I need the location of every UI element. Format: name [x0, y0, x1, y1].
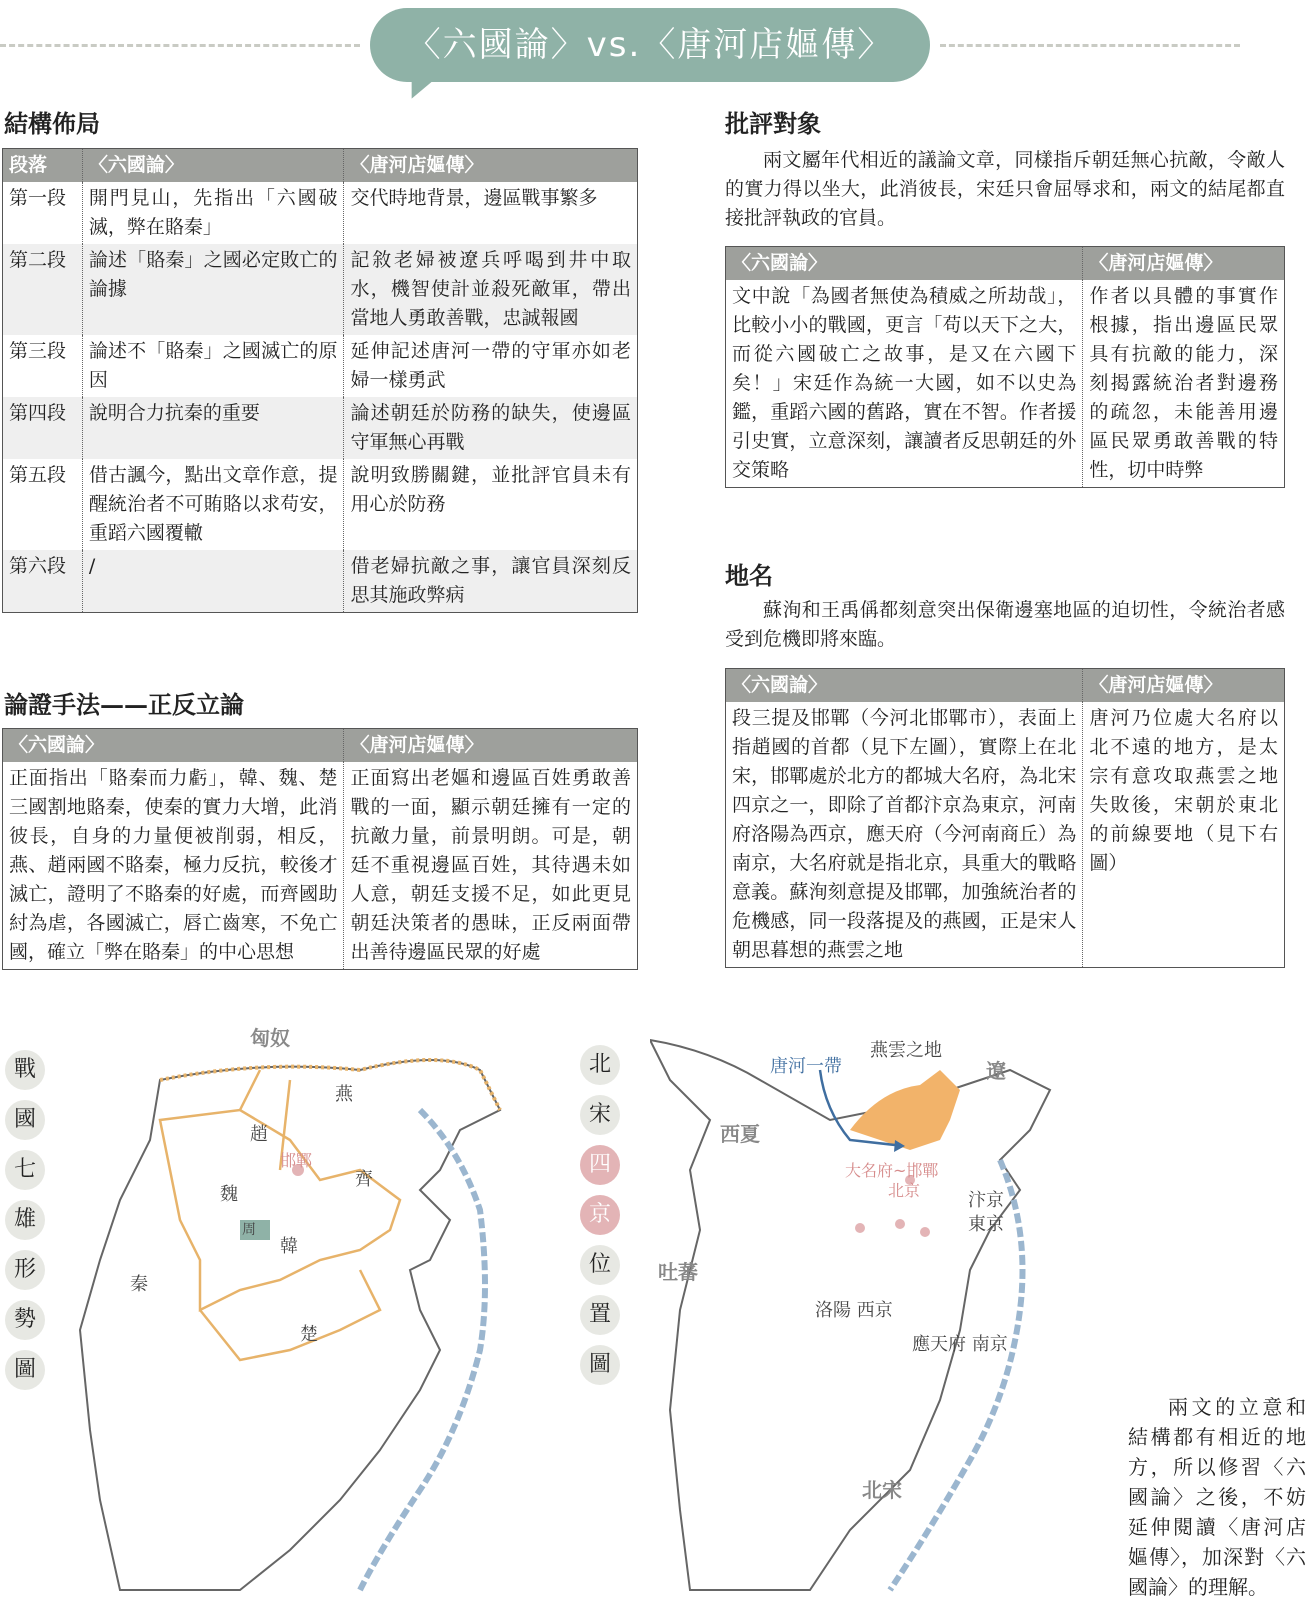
argument-header: 〈六國論〉 — [3, 729, 344, 763]
places-header: 〈六國論〉 — [726, 669, 1083, 703]
coastline — [360, 1110, 485, 1590]
map-label-chu: 楚 — [300, 1324, 318, 1345]
map-title-char: 北 — [580, 1045, 620, 1085]
map-label-beisong: 北宋 — [862, 1478, 902, 1502]
cell: 交代時地背景，邊區戰事繁多 — [344, 182, 638, 244]
banner-dash-left — [0, 44, 360, 47]
warring-states-map — [60, 1030, 620, 1610]
cell: / — [82, 550, 344, 613]
map-title-char: 圖 — [5, 1350, 45, 1390]
places-table — [725, 668, 1285, 968]
cell: 第四段 — [3, 397, 83, 459]
banner-title: 〈六國論〉vs.〈唐河店嫗傳〉 — [370, 8, 930, 82]
map-label-han: 韓 — [280, 1236, 298, 1257]
places-header: 〈唐河店嫗傳〉 — [1083, 669, 1285, 703]
map-label-dongjing: 東京 — [968, 1214, 1004, 1235]
map-label-tubo: 吐蕃 — [658, 1260, 698, 1284]
cell: 第五段 — [9, 464, 67, 486]
map-label-qi: 齊 — [355, 1169, 373, 1190]
argument-title: 論證手法——正反立論 — [4, 690, 244, 719]
cell: 文中說「為國者無使為積威之所劫哉」，比較小小的戰國，更言「苟以天下之大，而從六國破亡之故事，是又在六國下矣！」宋廷作為統一大國，如不以史為鑑，重蹈六國的舊路，實在不智。作者援引史實，立意深刻，讓讀者反思朝廷的外交策略 — [732, 285, 1077, 481]
cell: 記敘老婦被遼兵呼喝到井中取水，機智使計並殺死敵軍，帶出當地人勇敢善戰，忠誠報國 — [344, 244, 638, 335]
critique-intro: 兩文屬年代相近的議論文章，同樣指斥朝廷無心抗敵，令敵人的實力得以坐大，此消彼長，宋廷只會屈辱求和，兩文的結尾都直接批評執政的官員。 — [725, 149, 1285, 229]
cell: 論述「賂秦」之國必定敗亡的論據 — [82, 244, 344, 335]
structure-header: 〈唐河店嫗傳〉 — [344, 149, 638, 183]
chu-border — [200, 1270, 380, 1360]
map-label-yanyun: 燕雲之地 — [870, 1040, 942, 1061]
map-title-char: 圖 — [580, 1345, 620, 1385]
table-row — [726, 280, 1285, 488]
map-label-zhou: 周 — [242, 1222, 256, 1238]
cell: 作者以具體的事實作根據，指出邊區民眾具有抗敵的能力，深刻揭露統治者對邊務的疏忽，未能善用邊區民眾勇敢善戰的特性，切中時弊 — [1083, 280, 1285, 488]
argument-header: 〈唐河店嫗傳〉 — [344, 729, 638, 763]
critique-title: 批評對象 — [725, 109, 821, 138]
table-row — [3, 335, 638, 397]
cell: 第一段 — [9, 187, 67, 209]
table-row — [3, 397, 638, 459]
cell: 論述朝廷於防務的缺失，使邊區守軍無心再戰 — [344, 397, 638, 459]
cell: 延伸記述唐河一帶的守軍亦如老婦一樣勇武 — [344, 335, 638, 397]
table-row — [3, 182, 638, 244]
cell: 第二段 — [3, 244, 83, 335]
table-row — [3, 244, 638, 335]
map-title-char: 雄 — [5, 1200, 45, 1240]
cell: 論述不「賂秦」之國滅亡的原因 — [82, 335, 344, 397]
cell: 借老婦抗敵之事，讓官員深刻反思其施政弊病 — [344, 550, 638, 613]
map-title-char: 置 — [580, 1295, 620, 1335]
structure-title: 結構佈局 — [4, 109, 100, 138]
banner-dash-right — [940, 44, 1240, 47]
critique-table — [725, 246, 1285, 488]
map-label-handan: 邯鄲 — [280, 1151, 313, 1170]
places-title: 地名 — [725, 561, 773, 590]
structure-table — [2, 148, 638, 613]
map-label-tanghe: 唐河一帶 — [770, 1056, 842, 1077]
map-title-char: 位 — [580, 1245, 620, 1285]
luoyang-dot — [855, 1223, 865, 1233]
bianjing-dot — [895, 1219, 905, 1229]
cell: 正面指出「賂秦而力虧」，韓、魏、楚三國割地賂秦，使秦的實力大增，此消彼長，自身的力量便被削弱，相反，燕、趙兩國不賂秦，極力反抗，較後才滅亡，證明了不賂秦的好處，而齊國助紂為虐，各國滅亡，唇亡齒寒，不免亡國，確立「弊在賂秦」的中心思想 — [9, 767, 338, 963]
critique-header: 〈唐河店嫗傳〉 — [1083, 247, 1285, 281]
map-label-bianjing: 汴京 — [968, 1190, 1004, 1211]
map-title-char: 七 — [5, 1150, 45, 1190]
map-label-luoyang: 洛陽 西京 — [815, 1300, 893, 1321]
cell: 段三提及邯鄲（今河北邯鄲市），表面上指趙國的首都（見下左圖），實際上在北宋，邯鄲處於北方的都城大名府，為北宋四京之一，即除了首都汴京為東京，河南府洛陽為西京，應天府（今河南商丘）為南京，大名府就是指北京，具重大的戰略意義。蘇洵刻意提及邯鄲，加強統治者的危機感，同一段落提及的燕國，正是宋人朝思暮想的燕雲之地 — [732, 707, 1077, 961]
cell: 唐河乃位處大名府以北不遠的地方，是太宗有意攻取燕雲之地失敗後，宋朝於東北的前線要地（見下右圖） — [1083, 702, 1285, 968]
map-label-zhao: 趙 — [250, 1124, 268, 1145]
structure-header: 〈六國論〉 — [82, 149, 344, 183]
map-label-yan: 燕 — [335, 1084, 353, 1105]
map-label-beijing: 北京 — [888, 1181, 921, 1200]
yingtian-dot — [920, 1227, 930, 1237]
map-label-xixia: 西夏 — [720, 1122, 760, 1146]
table-row — [3, 550, 638, 613]
cell: 借古諷今，點出文章作意，提醒統治者不可賄賂以求苟安，重蹈六國覆轍 — [82, 459, 344, 550]
great-wall — [160, 1060, 500, 1110]
cell: 說明合力抗秦的重要 — [82, 397, 344, 459]
cell: 正面寫出老嫗和邊區百姓勇敢善戰的一面，顯示朝廷擁有一定的抗敵力量，前景明朗。可是，朝廷不重視邊區百姓，其待遇未如人意，朝廷支援不足，如此更見朝廷決策者的愚昧，正反兩面帶出善待邊區民眾的好處 — [344, 762, 638, 970]
table-row — [726, 702, 1285, 968]
map-title-char: 勢 — [5, 1300, 45, 1340]
cell: 開門見山，先指出「六國破滅，弊在賂秦」 — [82, 182, 344, 244]
map-label-daming: 大名府~邯鄲 — [845, 1161, 939, 1180]
map-title-char: 國 — [5, 1100, 45, 1140]
table-row — [3, 459, 638, 550]
structure-header: 段落 — [3, 149, 83, 183]
map-label-xiongnu: 匈奴 — [250, 1026, 290, 1050]
map-title-char: 京 — [580, 1195, 620, 1235]
critique-header: 〈六國論〉 — [726, 247, 1083, 281]
map-title-char: 戰 — [5, 1050, 45, 1090]
map-title-char: 形 — [5, 1250, 45, 1290]
cell: 第六段 — [3, 550, 83, 613]
cell: 說明致勝關鍵，並批評官員未有用心於防務 — [344, 459, 638, 550]
yanyun-region — [850, 1070, 960, 1150]
cell: 第三段 — [9, 340, 67, 362]
places-intro: 蘇洵和王禹偁都刻意突出保衛邊塞地區的迫切性，令統治者感受到危機即將來臨。 — [725, 599, 1285, 650]
map-label-yingtian: 應天府 南京 — [912, 1334, 1008, 1355]
table-row — [3, 762, 638, 970]
map-label-liao: 遼 — [986, 1059, 1006, 1083]
map-label-wei: 魏 — [220, 1184, 238, 1205]
argument-table — [2, 728, 638, 970]
map-title-char: 四 — [580, 1145, 620, 1185]
map-title-char: 宋 — [580, 1095, 620, 1135]
map-label-qin: 秦 — [130, 1274, 148, 1295]
side-note: 兩文的立意和結構都有相近的地方，所以修習〈六國論〉之後，不妨延伸閱讀〈唐河店嫗傳〉，加深對〈六國論〉的理解。 — [1128, 1395, 1306, 1599]
